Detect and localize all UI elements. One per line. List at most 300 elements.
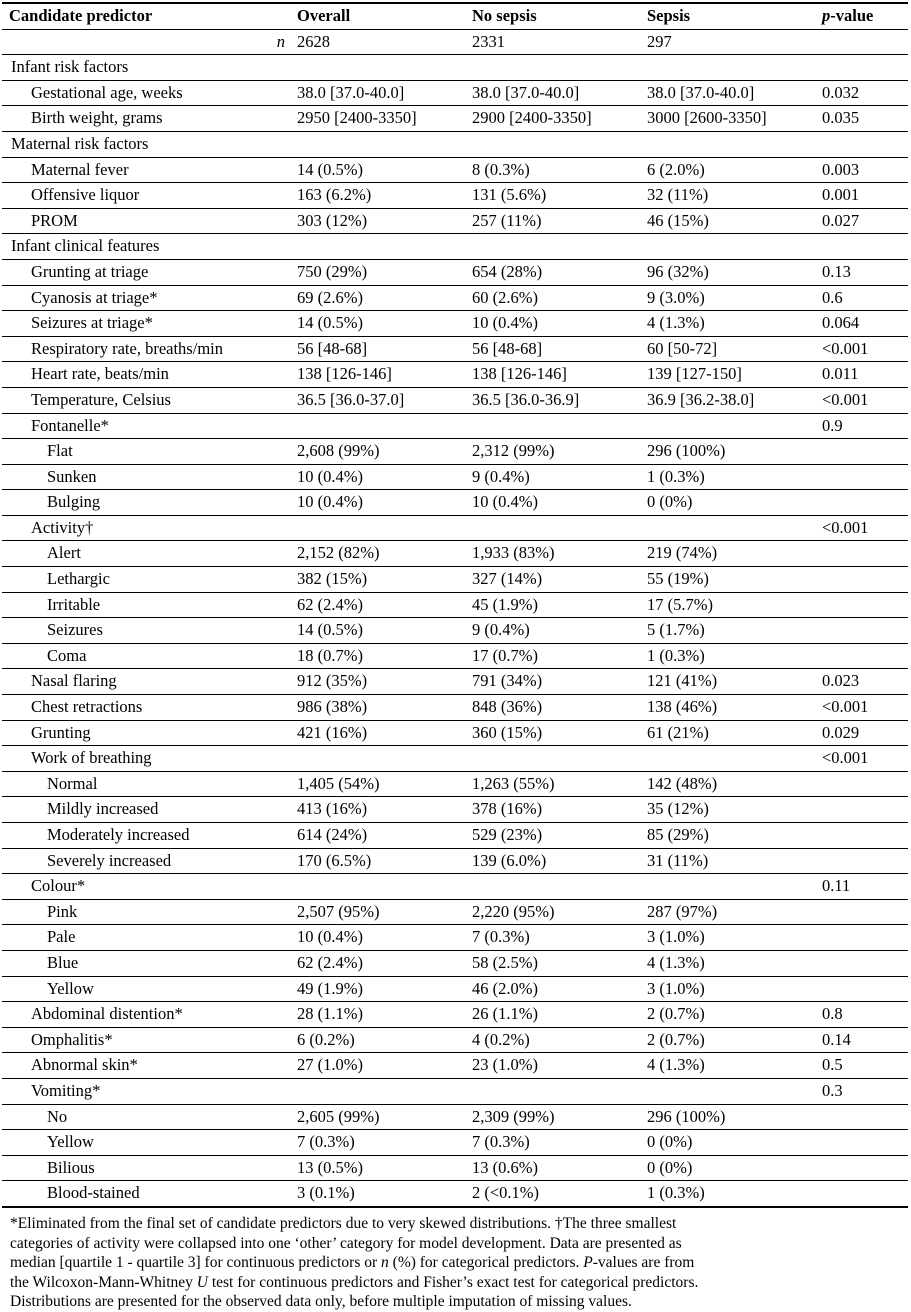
cell-predictor-label: Normal	[2, 771, 297, 797]
header-no-sepsis: No sepsis	[472, 3, 647, 29]
cell-p-value: <0.001	[822, 746, 908, 772]
cell-overall: 49 (1.9%)	[297, 976, 472, 1002]
cell-sepsis: 0 (0%)	[647, 490, 822, 516]
cell-predictor-label: Temperature, Celsius	[2, 387, 297, 413]
cell-predictor-label: Infant risk factors	[2, 55, 297, 81]
cell-no-sepsis: 2,312 (99%)	[472, 439, 647, 465]
cell-p-value	[822, 1181, 908, 1207]
cell-sepsis: 0 (0%)	[647, 1130, 822, 1156]
cell-p-value	[822, 234, 908, 260]
header-p-rest: -value	[830, 6, 874, 25]
cell-predictor-label: PROM	[2, 208, 297, 234]
cell-sepsis: 61 (21%)	[647, 720, 822, 746]
table-row	[2, 899, 908, 925]
cell-no-sepsis: 60 (2.6%)	[472, 285, 647, 311]
n-p	[822, 29, 908, 55]
table-row	[2, 387, 908, 413]
cell-no-sepsis: 23 (1.0%)	[472, 1053, 647, 1079]
table-row	[2, 362, 908, 388]
cell-no-sepsis: 9 (0.4%)	[472, 618, 647, 644]
cell-sepsis: 35 (12%)	[647, 797, 822, 823]
cell-predictor-label: Offensive liquor	[2, 183, 297, 209]
cell-predictor-label: Alert	[2, 541, 297, 567]
cell-overall: 303 (12%)	[297, 208, 472, 234]
header-p-italic: p	[822, 6, 831, 25]
cell-no-sepsis: 327 (14%)	[472, 567, 647, 593]
footnote-text: (%) for categorical predictors.	[388, 1254, 584, 1272]
cell-no-sepsis: 257 (11%)	[472, 208, 647, 234]
cell-no-sepsis: 58 (2.5%)	[472, 950, 647, 976]
cell-sepsis: 6 (2.0%)	[647, 157, 822, 183]
table-row	[2, 439, 908, 465]
cell-p-value: <0.001	[822, 695, 908, 721]
cell-predictor-label: Heart rate, beats/min	[2, 362, 297, 388]
cell-predictor-label: Work of breathing	[2, 746, 297, 772]
cell-predictor-label: Birth weight, grams	[2, 106, 297, 132]
cell-sepsis: 296 (100%)	[647, 1104, 822, 1130]
cell-overall: 69 (2.6%)	[297, 285, 472, 311]
table-row	[2, 746, 908, 772]
table-row	[2, 1181, 908, 1207]
cell-overall	[297, 746, 472, 772]
cell-predictor-label: Vomiting*	[2, 1078, 297, 1104]
cell-p-value	[822, 771, 908, 797]
table-row	[2, 592, 908, 618]
cell-p-value: 0.029	[822, 720, 908, 746]
cell-sepsis	[647, 874, 822, 900]
cell-sepsis: 4 (1.3%)	[647, 311, 822, 337]
cell-overall: 62 (2.4%)	[297, 950, 472, 976]
cell-sepsis: 4 (1.3%)	[647, 1053, 822, 1079]
cell-sepsis: 32 (11%)	[647, 183, 822, 209]
cell-p-value: 0.11	[822, 874, 908, 900]
header-row	[2, 3, 908, 29]
table-row	[2, 618, 908, 644]
cell-no-sepsis: 26 (1.1%)	[472, 1002, 647, 1028]
cell-no-sepsis: 1,263 (55%)	[472, 771, 647, 797]
cell-no-sepsis: 360 (15%)	[472, 720, 647, 746]
cell-overall: 2,152 (82%)	[297, 541, 472, 567]
cell-overall	[297, 413, 472, 439]
cell-overall: 62 (2.4%)	[297, 592, 472, 618]
cell-p-value	[822, 976, 908, 1002]
cell-sepsis: 139 [127-150]	[647, 362, 822, 388]
table-row	[2, 1027, 908, 1053]
footnote-text: test for continuous predictors and Fisher’s exact test for categorical predictors.	[207, 1273, 699, 1291]
cell-no-sepsis: 38.0 [37.0-40.0]	[472, 80, 647, 106]
table-row	[2, 285, 908, 311]
cell-predictor-label: Moderately increased	[2, 823, 297, 849]
cell-no-sepsis: 45 (1.9%)	[472, 592, 647, 618]
cell-overall: 10 (0.4%)	[297, 464, 472, 490]
header-candidate-predictor: Candidate predictor	[2, 3, 297, 29]
cell-no-sepsis	[472, 515, 647, 541]
cell-overall: 382 (15%)	[297, 567, 472, 593]
cell-overall: 38.0 [37.0-40.0]	[297, 80, 472, 106]
section-row	[2, 234, 908, 260]
footnote-text: median [quartile 1 - quartile 3] for continuous predictors or	[10, 1254, 382, 1272]
cell-p-value: 0.027	[822, 208, 908, 234]
cell-sepsis: 55 (19%)	[647, 567, 822, 593]
cell-sepsis: 0 (0%)	[647, 1155, 822, 1181]
cell-predictor-label: Nasal flaring	[2, 669, 297, 695]
cell-p-value	[822, 899, 908, 925]
cell-p-value	[822, 823, 908, 849]
n-sepsis: 297	[647, 29, 822, 55]
table-row	[2, 1130, 908, 1156]
cell-p-value: 0.011	[822, 362, 908, 388]
cell-p-value: 0.9	[822, 413, 908, 439]
footnote-text: the Wilcoxon-Mann-Whitney	[10, 1273, 197, 1291]
cell-p-value	[822, 567, 908, 593]
cell-overall: 912 (35%)	[297, 669, 472, 695]
table-row	[2, 515, 908, 541]
table-row	[2, 720, 908, 746]
cell-p-value	[822, 1130, 908, 1156]
table-body	[2, 29, 908, 1207]
cell-sepsis	[647, 413, 822, 439]
cell-no-sepsis: 10 (0.4%)	[472, 311, 647, 337]
cell-p-value: 0.023	[822, 669, 908, 695]
cell-no-sepsis	[472, 746, 647, 772]
table-row	[2, 336, 908, 362]
cell-predictor-label: Infant clinical features	[2, 234, 297, 260]
cell-predictor-label: Maternal fever	[2, 157, 297, 183]
cell-p-value	[822, 618, 908, 644]
cell-p-value: 0.13	[822, 259, 908, 285]
table-row	[2, 259, 908, 285]
n-overall: 2628	[297, 29, 472, 55]
cell-no-sepsis: 138 [126-146]	[472, 362, 647, 388]
cell-no-sepsis: 131 (5.6%)	[472, 183, 647, 209]
cell-overall: 18 (0.7%)	[297, 643, 472, 669]
cell-overall: 2,605 (99%)	[297, 1104, 472, 1130]
cell-no-sepsis: 7 (0.3%)	[472, 925, 647, 951]
footnote-line: Distributions are presented for the observed data only, before multiple imputation of missing values.	[10, 1293, 632, 1311]
cell-p-value: 0.8	[822, 1002, 908, 1028]
cell-overall: 28 (1.1%)	[297, 1002, 472, 1028]
table-row	[2, 1002, 908, 1028]
table-row	[2, 157, 908, 183]
cell-predictor-label: Irritable	[2, 592, 297, 618]
table-header	[2, 3, 908, 29]
cell-predictor-label: Chest retractions	[2, 695, 297, 721]
footnote-italic-u: U	[196, 1273, 208, 1291]
cell-overall: 170 (6.5%)	[297, 848, 472, 874]
cell-sepsis: 46 (15%)	[647, 208, 822, 234]
cell-predictor-label: Abnormal skin*	[2, 1053, 297, 1079]
table-row	[2, 106, 908, 132]
cell-overall: 163 (6.2%)	[297, 183, 472, 209]
cell-predictor-label: Severely increased	[2, 848, 297, 874]
footnote-line	[10, 1253, 905, 1273]
cell-overall: 750 (29%)	[297, 259, 472, 285]
footnote-line: *Eliminated from the final set of candidate predictors due to very skewed distributions. †The three smallest	[10, 1214, 677, 1232]
cell-overall: 10 (0.4%)	[297, 490, 472, 516]
table-figure	[2, 2, 908, 1312]
cell-predictor-label: Bulging	[2, 490, 297, 516]
cell-no-sepsis	[472, 1078, 647, 1104]
table-row	[2, 771, 908, 797]
table-row	[2, 1104, 908, 1130]
header-sepsis: Sepsis	[647, 3, 822, 29]
footnote-text: -values are from	[592, 1254, 695, 1272]
cell-predictor-label: No	[2, 1104, 297, 1130]
cell-predictor-label: Grunting at triage	[2, 259, 297, 285]
cell-no-sepsis: 8 (0.3%)	[472, 157, 647, 183]
cell-predictor-label: Grunting	[2, 720, 297, 746]
cell-p-value	[822, 439, 908, 465]
cell-no-sepsis: 2 (<0.1%)	[472, 1181, 647, 1207]
table-row	[2, 1078, 908, 1104]
cell-no-sepsis: 17 (0.7%)	[472, 643, 647, 669]
cell-predictor-label: Maternal risk factors	[2, 131, 297, 157]
cell-predictor-label: Flat	[2, 439, 297, 465]
cell-sepsis: 96 (32%)	[647, 259, 822, 285]
cell-overall: 2950 [2400-3350]	[297, 106, 472, 132]
table-row	[2, 80, 908, 106]
cell-sepsis: 1 (0.3%)	[647, 464, 822, 490]
cell-p-value: 0.14	[822, 1027, 908, 1053]
cell-sepsis	[647, 515, 822, 541]
cell-overall: 138 [126-146]	[297, 362, 472, 388]
cell-sepsis: 296 (100%)	[647, 439, 822, 465]
cell-p-value	[822, 1104, 908, 1130]
cell-no-sepsis: 1,933 (83%)	[472, 541, 647, 567]
cell-no-sepsis: 139 (6.0%)	[472, 848, 647, 874]
table-row	[2, 874, 908, 900]
cell-sepsis	[647, 55, 822, 81]
table-row	[2, 643, 908, 669]
cell-sepsis: 36.9 [36.2-38.0]	[647, 387, 822, 413]
cell-predictor-label: Coma	[2, 643, 297, 669]
cell-sepsis: 138 (46%)	[647, 695, 822, 721]
table-row	[2, 695, 908, 721]
cell-sepsis: 31 (11%)	[647, 848, 822, 874]
cell-no-sepsis: 10 (0.4%)	[472, 490, 647, 516]
table-row	[2, 541, 908, 567]
cell-overall: 7 (0.3%)	[297, 1130, 472, 1156]
table-row	[2, 950, 908, 976]
section-row	[2, 55, 908, 81]
table-row	[2, 797, 908, 823]
cell-overall: 986 (38%)	[297, 695, 472, 721]
cell-overall: 56 [48-68]	[297, 336, 472, 362]
cell-overall: 10 (0.4%)	[297, 925, 472, 951]
cell-predictor-label: Sunken	[2, 464, 297, 490]
footnote-line	[10, 1273, 905, 1293]
n-no-sepsis: 2331	[472, 29, 647, 55]
cell-overall: 27 (1.0%)	[297, 1053, 472, 1079]
cell-no-sepsis: 56 [48-68]	[472, 336, 647, 362]
cell-p-value	[822, 797, 908, 823]
cell-no-sepsis	[472, 234, 647, 260]
table-row	[2, 464, 908, 490]
cell-p-value: 0.5	[822, 1053, 908, 1079]
cell-predictor-label: Seizures at triage*	[2, 311, 297, 337]
table-row	[2, 976, 908, 1002]
cell-overall: 14 (0.5%)	[297, 618, 472, 644]
table-row	[2, 823, 908, 849]
cell-p-value: <0.001	[822, 387, 908, 413]
cell-overall: 1,405 (54%)	[297, 771, 472, 797]
cell-predictor-label: Yellow	[2, 1130, 297, 1156]
cell-sepsis	[647, 1078, 822, 1104]
cell-sepsis: 1 (0.3%)	[647, 643, 822, 669]
cell-overall: 413 (16%)	[297, 797, 472, 823]
cell-no-sepsis: 13 (0.6%)	[472, 1155, 647, 1181]
cell-no-sepsis: 7 (0.3%)	[472, 1130, 647, 1156]
footnote-italic-n: n	[381, 1254, 389, 1272]
cell-overall: 2,608 (99%)	[297, 439, 472, 465]
cell-overall	[297, 234, 472, 260]
cell-predictor-label: Pale	[2, 925, 297, 951]
cell-predictor-label: Lethargic	[2, 567, 297, 593]
cell-no-sepsis: 36.5 [36.0-36.9]	[472, 387, 647, 413]
n-row	[2, 29, 908, 55]
cell-p-value: 0.003	[822, 157, 908, 183]
cell-predictor-label: Pink	[2, 899, 297, 925]
cell-overall: 14 (0.5%)	[297, 311, 472, 337]
cell-no-sepsis: 529 (23%)	[472, 823, 647, 849]
cell-predictor-label: Mildly increased	[2, 797, 297, 823]
cell-p-value	[822, 131, 908, 157]
cell-sepsis: 3 (1.0%)	[647, 925, 822, 951]
cell-no-sepsis: 848 (36%)	[472, 695, 647, 721]
cell-predictor-label: Yellow	[2, 976, 297, 1002]
cell-p-value: 0.6	[822, 285, 908, 311]
cell-overall: 14 (0.5%)	[297, 157, 472, 183]
cell-p-value	[822, 490, 908, 516]
cell-predictor-label: Omphalitis*	[2, 1027, 297, 1053]
cell-p-value	[822, 925, 908, 951]
cell-sepsis	[647, 131, 822, 157]
cell-sepsis	[647, 746, 822, 772]
cell-p-value	[822, 541, 908, 567]
n-label: n	[2, 29, 297, 55]
cell-overall: 36.5 [36.0-37.0]	[297, 387, 472, 413]
cell-no-sepsis: 2,220 (95%)	[472, 899, 647, 925]
table-row	[2, 669, 908, 695]
table-row	[2, 1053, 908, 1079]
cell-sepsis: 287 (97%)	[647, 899, 822, 925]
cell-predictor-label: Fontanelle*	[2, 413, 297, 439]
cell-p-value	[822, 950, 908, 976]
cell-p-value	[822, 592, 908, 618]
cell-no-sepsis	[472, 131, 647, 157]
cell-overall	[297, 874, 472, 900]
footnote-line: categories of activity were collapsed into one ‘other’ category for model development. Data are presented as	[10, 1234, 682, 1252]
cell-sepsis: 2 (0.7%)	[647, 1002, 822, 1028]
cell-sepsis: 142 (48%)	[647, 771, 822, 797]
section-row	[2, 131, 908, 157]
table-row	[2, 413, 908, 439]
cell-sepsis: 9 (3.0%)	[647, 285, 822, 311]
cell-p-value: 0.064	[822, 311, 908, 337]
cell-predictor-label: Gestational age, weeks	[2, 80, 297, 106]
cell-p-value: 0.035	[822, 106, 908, 132]
cell-overall: 13 (0.5%)	[297, 1155, 472, 1181]
cell-overall	[297, 1078, 472, 1104]
cell-sepsis: 1 (0.3%)	[647, 1181, 822, 1207]
cell-overall: 3 (0.1%)	[297, 1181, 472, 1207]
cell-sepsis: 85 (29%)	[647, 823, 822, 849]
header-overall: Overall	[297, 3, 472, 29]
cell-sepsis: 121 (41%)	[647, 669, 822, 695]
cell-no-sepsis: 2,309 (99%)	[472, 1104, 647, 1130]
table-row	[2, 208, 908, 234]
cell-predictor-label: Activity†	[2, 515, 297, 541]
cell-overall	[297, 55, 472, 81]
cell-predictor-label: Blood-stained	[2, 1181, 297, 1207]
cell-predictor-label: Abdominal distention*	[2, 1002, 297, 1028]
cell-sepsis: 5 (1.7%)	[647, 618, 822, 644]
cell-no-sepsis: 791 (34%)	[472, 669, 647, 695]
cell-p-value	[822, 1155, 908, 1181]
cell-p-value	[822, 464, 908, 490]
cell-no-sepsis	[472, 55, 647, 81]
cell-overall: 421 (16%)	[297, 720, 472, 746]
cell-predictor-label: Bilious	[2, 1155, 297, 1181]
cell-predictor-label: Colour*	[2, 874, 297, 900]
table-row	[2, 848, 908, 874]
cell-overall	[297, 131, 472, 157]
cell-overall: 614 (24%)	[297, 823, 472, 849]
table-row	[2, 1155, 908, 1181]
cell-p-value: 0.032	[822, 80, 908, 106]
cell-no-sepsis: 9 (0.4%)	[472, 464, 647, 490]
cell-overall: 6 (0.2%)	[297, 1027, 472, 1053]
cell-overall: 2,507 (95%)	[297, 899, 472, 925]
cell-sepsis: 3 (1.0%)	[647, 976, 822, 1002]
cell-predictor-label: Respiratory rate, breaths/min	[2, 336, 297, 362]
cell-p-value: <0.001	[822, 515, 908, 541]
table-row	[2, 311, 908, 337]
table-row	[2, 567, 908, 593]
footnote-italic-p: P	[583, 1254, 593, 1272]
cell-no-sepsis: 46 (2.0%)	[472, 976, 647, 1002]
header-p-value	[822, 3, 908, 29]
cell-predictor-label: Cyanosis at triage*	[2, 285, 297, 311]
cell-no-sepsis: 2900 [2400-3350]	[472, 106, 647, 132]
table-row	[2, 925, 908, 951]
cell-sepsis: 4 (1.3%)	[647, 950, 822, 976]
cell-predictor-label: Seizures	[2, 618, 297, 644]
cell-p-value	[822, 55, 908, 81]
cell-p-value: <0.001	[822, 336, 908, 362]
cell-p-value	[822, 848, 908, 874]
cell-sepsis	[647, 234, 822, 260]
cell-sepsis: 219 (74%)	[647, 541, 822, 567]
cell-no-sepsis: 654 (28%)	[472, 259, 647, 285]
cell-sepsis: 38.0 [37.0-40.0]	[647, 80, 822, 106]
cell-no-sepsis: 4 (0.2%)	[472, 1027, 647, 1053]
cell-no-sepsis	[472, 874, 647, 900]
cell-sepsis: 2 (0.7%)	[647, 1027, 822, 1053]
cell-sepsis: 17 (5.7%)	[647, 592, 822, 618]
cell-predictor-label: Blue	[2, 950, 297, 976]
cell-sepsis: 3000 [2600-3350]	[647, 106, 822, 132]
table-row	[2, 490, 908, 516]
cell-no-sepsis: 378 (16%)	[472, 797, 647, 823]
table-row	[2, 183, 908, 209]
cell-p-value: 0.3	[822, 1078, 908, 1104]
cell-p-value	[822, 643, 908, 669]
cell-sepsis: 60 [50-72]	[647, 336, 822, 362]
candidate-predictors-table	[2, 2, 908, 1208]
cell-p-value: 0.001	[822, 183, 908, 209]
cell-no-sepsis	[472, 413, 647, 439]
